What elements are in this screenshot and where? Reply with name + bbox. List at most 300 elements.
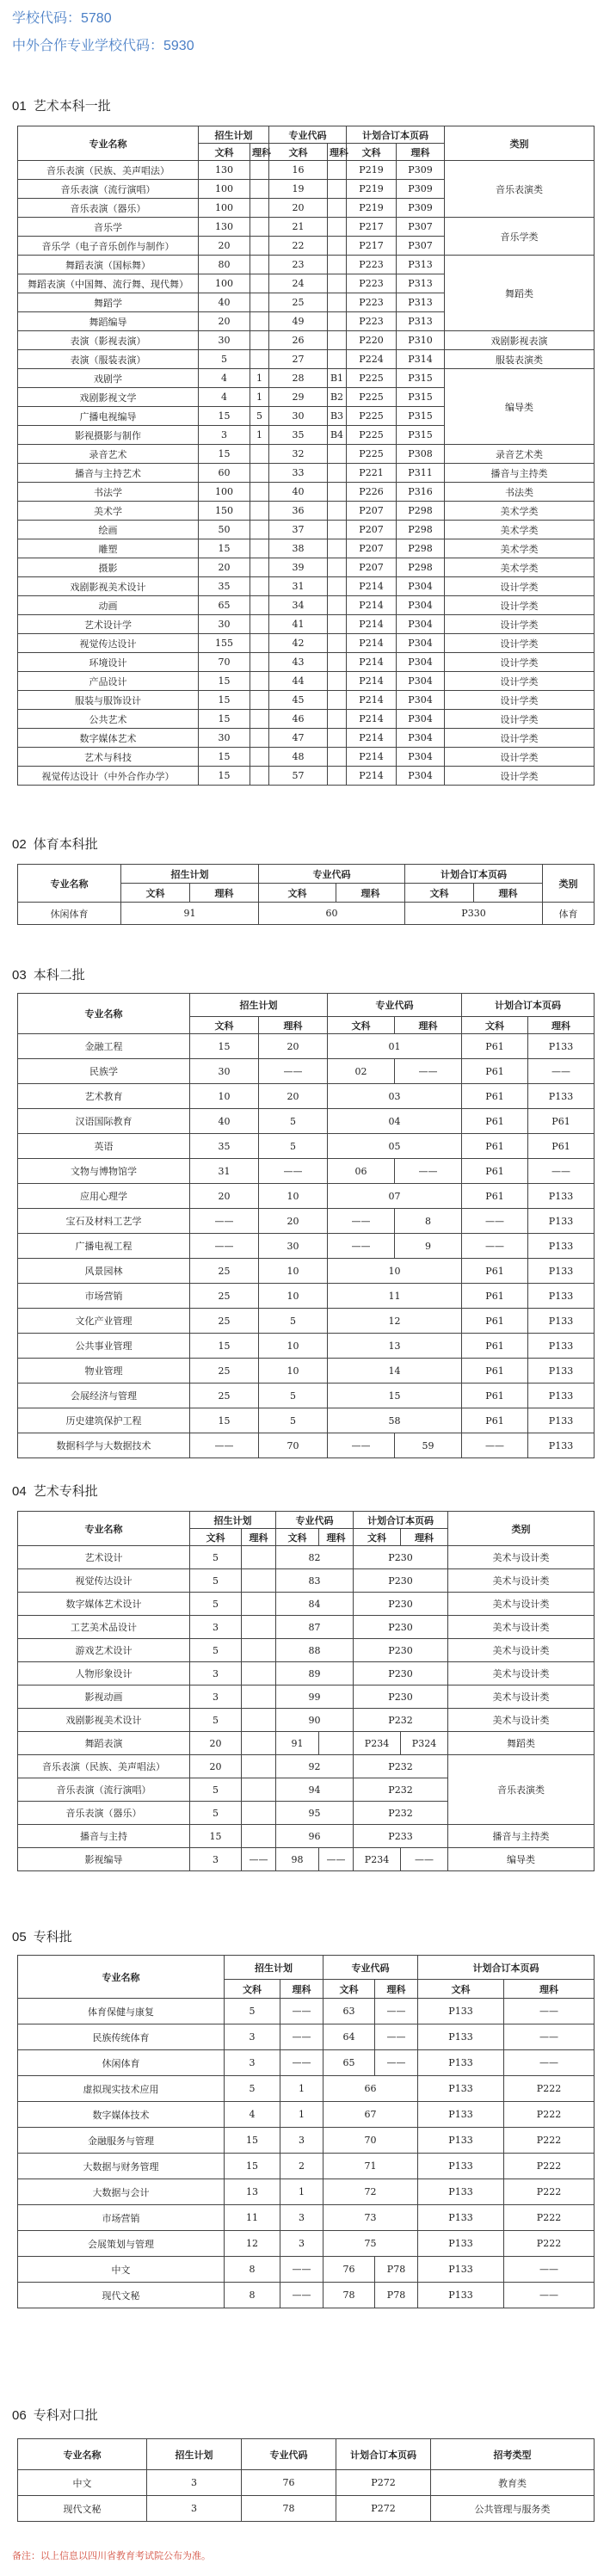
code-wen: 29: [269, 388, 328, 407]
plan-li: 1: [250, 388, 269, 407]
table-row: [18, 521, 595, 539]
page-wen: P61: [462, 1259, 528, 1284]
table-row: [18, 1134, 595, 1159]
category-cell: 设计学类: [445, 672, 595, 691]
table-sports: [17, 864, 595, 925]
code-cell: 10: [328, 1259, 462, 1284]
code-li: ——: [375, 1999, 418, 2024]
table-row: [18, 1732, 595, 1755]
code-li: [328, 615, 347, 634]
plan-li: 3: [280, 2205, 323, 2231]
table-row: [18, 1569, 595, 1593]
plan-wen: 31: [190, 1159, 259, 1184]
header-li: 理科: [474, 884, 543, 903]
code-li: [328, 577, 347, 596]
plan-wen: ——: [190, 1234, 259, 1259]
table-row: [18, 615, 595, 634]
plan-wen: 15: [199, 710, 250, 729]
page-li: P304: [397, 634, 445, 653]
page-li: P133: [528, 1384, 595, 1408]
plan-wen: 15: [199, 407, 250, 426]
header-wen: 文科: [323, 1980, 375, 1999]
major-name: 宝石及材料工艺学: [18, 1209, 190, 1234]
plan-wen: 3: [199, 426, 250, 445]
plan-wen: ——: [190, 1433, 259, 1458]
category-cell: 舞蹈类: [445, 256, 595, 331]
code-li: [328, 748, 347, 767]
plan-wen: 35: [199, 577, 250, 596]
table-row: [18, 218, 595, 237]
table-row: [18, 1059, 595, 1084]
page-li: P316: [397, 483, 445, 502]
category-cell: 编导类: [448, 1848, 595, 1871]
page-wen: P223: [347, 256, 397, 274]
page-wen: ——: [462, 1433, 528, 1458]
table-row: [18, 903, 595, 925]
page-wen: P61: [462, 1184, 528, 1209]
plan-li: [250, 653, 269, 672]
plan-li: [250, 199, 269, 218]
header-category: 类别: [543, 865, 595, 903]
major-name: 音乐表演（流行演唱）: [18, 1778, 190, 1802]
page-li: P133: [528, 1034, 595, 1059]
plan-wen: 4: [199, 369, 250, 388]
plan-wen: 35: [190, 1134, 259, 1159]
footnote: 备注：以上信息以四川省教育考试院公布为准。: [12, 2551, 211, 2561]
code-cell: 78: [242, 2496, 336, 2522]
code-cell: 87: [276, 1616, 354, 1639]
table-row: [18, 672, 595, 691]
page-li: P304: [397, 577, 445, 596]
plan-li: [242, 1639, 276, 1662]
major-name: 文物与博物馆学: [18, 1159, 190, 1184]
major-name: 播音与主持: [18, 1825, 190, 1848]
plan-li: ——: [242, 1848, 276, 1871]
header-page: 计划合订本页码: [462, 994, 595, 1017]
code-li: [328, 331, 347, 350]
plan-wen: 11: [225, 2205, 280, 2231]
header-wen: 文科: [276, 1529, 319, 1546]
code-wen: 44: [269, 672, 328, 691]
page-wen: P225: [347, 445, 397, 464]
plan-wen: 5: [190, 1639, 242, 1662]
page-wen: P61: [462, 1359, 528, 1384]
major-name: 戏剧影视美术设计: [18, 1709, 190, 1732]
plan-wen: 20: [190, 1755, 242, 1778]
page-wen: P219: [347, 199, 397, 218]
plan-wen: 3: [225, 2050, 280, 2076]
page-li: P315: [397, 388, 445, 407]
page-wen: P133: [418, 2257, 504, 2283]
page-li: P304: [397, 691, 445, 710]
major-name: 视觉传达设计: [18, 634, 199, 653]
plan-li: ——: [280, 2050, 323, 2076]
page-li: P309: [397, 180, 445, 199]
category-cell: 设计学类: [445, 710, 595, 729]
code-wen: 57: [269, 767, 328, 786]
major-name: 风景园林: [18, 1259, 190, 1284]
code-wen: 98: [276, 1848, 319, 1871]
major-name: 中文: [18, 2470, 147, 2496]
code-cell: 04: [328, 1109, 462, 1134]
plan-li: [250, 634, 269, 653]
page-cell: P233: [354, 1825, 448, 1848]
page-wen: P214: [347, 615, 397, 634]
major-name: 视觉传达设计（中外合作办学）: [18, 767, 199, 786]
header-wen: 文科: [354, 1529, 401, 1546]
table-row: [18, 1184, 595, 1209]
category-cell: 美术与设计类: [448, 1616, 595, 1639]
category-cell: 编导类: [445, 369, 595, 445]
code-li: [328, 445, 347, 464]
page-li: P133: [528, 1184, 595, 1209]
table-row: [18, 1999, 595, 2024]
header-wen: 文科: [405, 884, 474, 903]
code-cell: 58: [328, 1408, 462, 1433]
major-name: 公共艺术: [18, 710, 199, 729]
code-li: [328, 691, 347, 710]
code-wen: 31: [269, 577, 328, 596]
page-li: P314: [397, 350, 445, 369]
code-cell: 92: [276, 1755, 354, 1778]
major-name: 影视动画: [18, 1685, 190, 1709]
major-name: 表演（服装表演）: [18, 350, 199, 369]
plan-wen: 3: [190, 1662, 242, 1685]
table-row: [18, 2205, 595, 2231]
page-wen: P214: [347, 748, 397, 767]
page-li: P315: [397, 369, 445, 388]
code-li: [328, 539, 347, 558]
plan-wen: 130: [199, 218, 250, 237]
section-title-undergrad-2: [12, 965, 85, 983]
table-row: [18, 1159, 595, 1184]
section-number: 06: [12, 2408, 27, 2423]
page-wen: P61: [462, 1309, 528, 1334]
plan-li: 5: [259, 1134, 328, 1159]
major-name: 音乐学（电子音乐创作与制作）: [18, 237, 199, 256]
code-li: [328, 502, 347, 521]
table-row: [18, 1709, 595, 1732]
section-number: 05: [12, 1930, 27, 1944]
code-cell: 94: [276, 1778, 354, 1802]
table-row: [18, 2257, 595, 2283]
major-name: 汉语国际教育: [18, 1109, 190, 1134]
code-li: [328, 274, 347, 293]
plan-cell: 91: [121, 903, 259, 925]
major-name: 舞蹈编导: [18, 312, 199, 331]
page-cell: P232: [354, 1755, 448, 1778]
plan-li: 10: [259, 1284, 328, 1309]
code-li: 9: [395, 1234, 462, 1259]
code-wen: 49: [269, 312, 328, 331]
category-cell: 设计学类: [445, 748, 595, 767]
page-li: P298: [397, 558, 445, 577]
code-li: B2: [328, 388, 347, 407]
header-li: 理科: [528, 1017, 595, 1034]
header-plan: 招生计划: [121, 865, 259, 884]
plan-wen: 20: [199, 237, 250, 256]
code-li: B3: [328, 407, 347, 426]
code-cell: 13: [328, 1334, 462, 1359]
page-wen: P61: [462, 1284, 528, 1309]
major-name: 影视编导: [18, 1848, 190, 1871]
code-li: [328, 161, 347, 180]
plan-li: 10: [259, 1359, 328, 1384]
plan-wen: 15: [199, 445, 250, 464]
category-cell: 美术与设计类: [448, 1685, 595, 1709]
code-wen: 27: [269, 350, 328, 369]
table-row: [18, 1034, 595, 1059]
plan-li: [250, 521, 269, 539]
table-row: [18, 691, 595, 710]
header-page: 计划合订本页码: [354, 1512, 448, 1529]
page-li: P133: [528, 1309, 595, 1334]
major-name: 音乐表演（民族、美声唱法）: [18, 1755, 190, 1778]
page-wen: P207: [347, 558, 397, 577]
plan-li: [242, 1616, 276, 1639]
page-wen: P61: [462, 1109, 528, 1134]
category-cell: 美术学类: [445, 521, 595, 539]
plan-wen: 155: [199, 634, 250, 653]
page-wen: P223: [347, 274, 397, 293]
code-cell: 60: [259, 903, 405, 925]
table-row: [18, 748, 595, 767]
plan-li: [242, 1802, 276, 1825]
page-wen: P133: [418, 2154, 504, 2179]
code-cell: 73: [323, 2205, 418, 2231]
category-cell: 设计学类: [445, 691, 595, 710]
code-wen: 16: [269, 161, 328, 180]
plan-wen: 15: [225, 2154, 280, 2179]
plan-li: [250, 483, 269, 502]
code-wen: ——: [328, 1234, 395, 1259]
plan-wen: 15: [190, 1408, 259, 1433]
page-wen: ——: [462, 1209, 528, 1234]
page-wen: P61: [462, 1159, 528, 1184]
category-cell: 服装表演类: [445, 350, 595, 369]
page-wen: P234: [354, 1848, 401, 1871]
code-wen: 42: [269, 634, 328, 653]
category-cell: 美术与设计类: [448, 1569, 595, 1593]
page-wen: P61: [462, 1059, 528, 1084]
plan-li: [250, 729, 269, 748]
table-art-college: [17, 1511, 595, 1871]
major-name: 戏剧影视文学: [18, 388, 199, 407]
page-li: P133: [528, 1408, 595, 1433]
plan-li: 10: [259, 1184, 328, 1209]
page-li: P133: [528, 1084, 595, 1109]
plan-li: ——: [259, 1059, 328, 1084]
header-plan: 招生计划: [225, 1956, 323, 1980]
table-row: [18, 161, 595, 180]
category-cell: 美术与设计类: [448, 1593, 595, 1616]
code-wen: 64: [323, 2024, 375, 2050]
code-cell: 05: [328, 1134, 462, 1159]
code-cell: 75: [323, 2231, 418, 2257]
page-li: P298: [397, 521, 445, 539]
code-li: [328, 180, 347, 199]
code-cell: 88: [276, 1639, 354, 1662]
page-li: P315: [397, 426, 445, 445]
header-major: 专业名称: [18, 1956, 225, 1999]
plan-li: [242, 1709, 276, 1732]
major-name: 物业管理: [18, 1359, 190, 1384]
plan-li: [242, 1732, 276, 1755]
plan-li: ——: [280, 2283, 323, 2308]
page-li: P308: [397, 445, 445, 464]
category-cell: 美术与设计类: [448, 1546, 595, 1569]
category-cell: 设计学类: [445, 729, 595, 748]
page-li: ——: [528, 1059, 595, 1084]
page-wen: P133: [418, 2024, 504, 2050]
code-cell: 76: [242, 2470, 336, 2496]
page-wen: P214: [347, 729, 397, 748]
header-code: 专业代码: [276, 1512, 354, 1529]
major-name: 艺术设计: [18, 1546, 190, 1569]
plan-wen: 15: [199, 748, 250, 767]
major-name: 产品设计: [18, 672, 199, 691]
category-cell: 戏剧影视表演: [445, 331, 595, 350]
category-cell: 播音与主持类: [445, 464, 595, 483]
table-row: [18, 1433, 595, 1458]
code-wen: 48: [269, 748, 328, 767]
header-wen: 文科: [269, 144, 328, 161]
plan-wen: 25: [190, 1384, 259, 1408]
table-row: [18, 2179, 595, 2205]
major-name: 数字媒体艺术设计: [18, 1593, 190, 1616]
table-row: [18, 767, 595, 786]
header-code: 专业代码: [323, 1956, 418, 1980]
table-row: [18, 1334, 595, 1359]
code-li: [328, 672, 347, 691]
page-li: P313: [397, 256, 445, 274]
table-row: [18, 2128, 595, 2154]
plan-li: 20: [259, 1034, 328, 1059]
page-li: P298: [397, 539, 445, 558]
major-name: 广播电视工程: [18, 1234, 190, 1259]
page-li: P133: [528, 1259, 595, 1284]
plan-wen: 4: [199, 388, 250, 407]
category-cell: 美术与设计类: [448, 1639, 595, 1662]
major-name: 音乐表演（流行演唱）: [18, 180, 199, 199]
code-wen: 39: [269, 558, 328, 577]
code-cell: 03: [328, 1084, 462, 1109]
plan-li: [250, 350, 269, 369]
major-name: 数字媒体艺术: [18, 729, 199, 748]
table-row: [18, 1616, 595, 1639]
table-row: [18, 369, 595, 388]
major-name: 绘画: [18, 521, 199, 539]
plan-wen: 20: [190, 1732, 242, 1755]
category-cell: 体育: [543, 903, 595, 925]
code-li: [328, 521, 347, 539]
plan-li: [242, 1685, 276, 1709]
school-code: 学校代码：5780: [12, 11, 112, 26]
plan-li: 1: [250, 369, 269, 388]
code-wen: 78: [323, 2283, 375, 2308]
table-college: [17, 1955, 595, 2308]
table-row: [18, 2496, 595, 2522]
plan-wen: 70: [199, 653, 250, 672]
page-wen: P133: [418, 2231, 504, 2257]
table-undergrad-2: [17, 993, 595, 1458]
code-cell: 99: [276, 1685, 354, 1709]
page-li: P313: [397, 274, 445, 293]
page-li: P324: [401, 1732, 448, 1755]
section-number: 03: [12, 968, 27, 983]
header-plan: 招生计划: [190, 1512, 276, 1529]
page-li: P222: [504, 2076, 595, 2102]
code-cell: 72: [323, 2179, 418, 2205]
plan-wen: 100: [199, 483, 250, 502]
section-title-college: [12, 1927, 72, 1945]
section-title-art-undergrad-1: [12, 96, 111, 114]
page-wen: P223: [347, 312, 397, 331]
code-wen: 21: [269, 218, 328, 237]
plan-wen: 10: [190, 1084, 259, 1109]
page-wen: P61: [462, 1384, 528, 1408]
plan-wen: 3: [190, 1616, 242, 1639]
plan-wen: 25: [190, 1359, 259, 1384]
major-name: 虚拟现实技术应用: [18, 2076, 225, 2102]
code-wen: 19: [269, 180, 328, 199]
page-wen: P221: [347, 464, 397, 483]
header-page: 计划合订本页码: [405, 865, 543, 884]
page-wen: P225: [347, 369, 397, 388]
code-li: [328, 634, 347, 653]
page-li: ——: [504, 2050, 595, 2076]
header-li: 理科: [259, 1017, 328, 1034]
plan-wen: 4: [225, 2102, 280, 2128]
table-row: [18, 350, 595, 369]
major-name: 会展策划与管理: [18, 2231, 225, 2257]
page-wen: P133: [418, 1999, 504, 2024]
plan-wen: 150: [199, 502, 250, 521]
plan-li: ——: [259, 1159, 328, 1184]
plan-wen: 130: [199, 161, 250, 180]
page-wen: ——: [462, 1234, 528, 1259]
code-wen: 47: [269, 729, 328, 748]
category-cell: 设计学类: [445, 615, 595, 634]
page-wen: P133: [418, 2102, 504, 2128]
plan-li: 1: [280, 2179, 323, 2205]
plan-wen: 15: [199, 767, 250, 786]
category-cell: 设计学类: [445, 596, 595, 615]
code-li: [328, 464, 347, 483]
code-wen: 63: [323, 1999, 375, 2024]
code-wen: 24: [269, 274, 328, 293]
plan-wen: 15: [190, 1034, 259, 1059]
code-wen: 37: [269, 521, 328, 539]
table-row: [18, 1546, 595, 1569]
header-major: 专业名称: [18, 994, 190, 1034]
major-name: 休闲体育: [18, 2050, 225, 2076]
category-cell: 美术与设计类: [448, 1662, 595, 1685]
code-wen: 06: [328, 1159, 395, 1184]
table-row: [18, 502, 595, 521]
page-li: P304: [397, 672, 445, 691]
category-cell: 书法类: [445, 483, 595, 502]
category-cell: 录音艺术类: [445, 445, 595, 464]
page-li: P304: [397, 748, 445, 767]
page-li: P222: [504, 2102, 595, 2128]
code-wen: 30: [269, 407, 328, 426]
page-wen: P219: [347, 161, 397, 180]
page-wen: P61: [462, 1134, 528, 1159]
page-li: P313: [397, 312, 445, 331]
major-name: 音乐表演（器乐）: [18, 199, 199, 218]
category-cell: 舞蹈类: [448, 1732, 595, 1755]
